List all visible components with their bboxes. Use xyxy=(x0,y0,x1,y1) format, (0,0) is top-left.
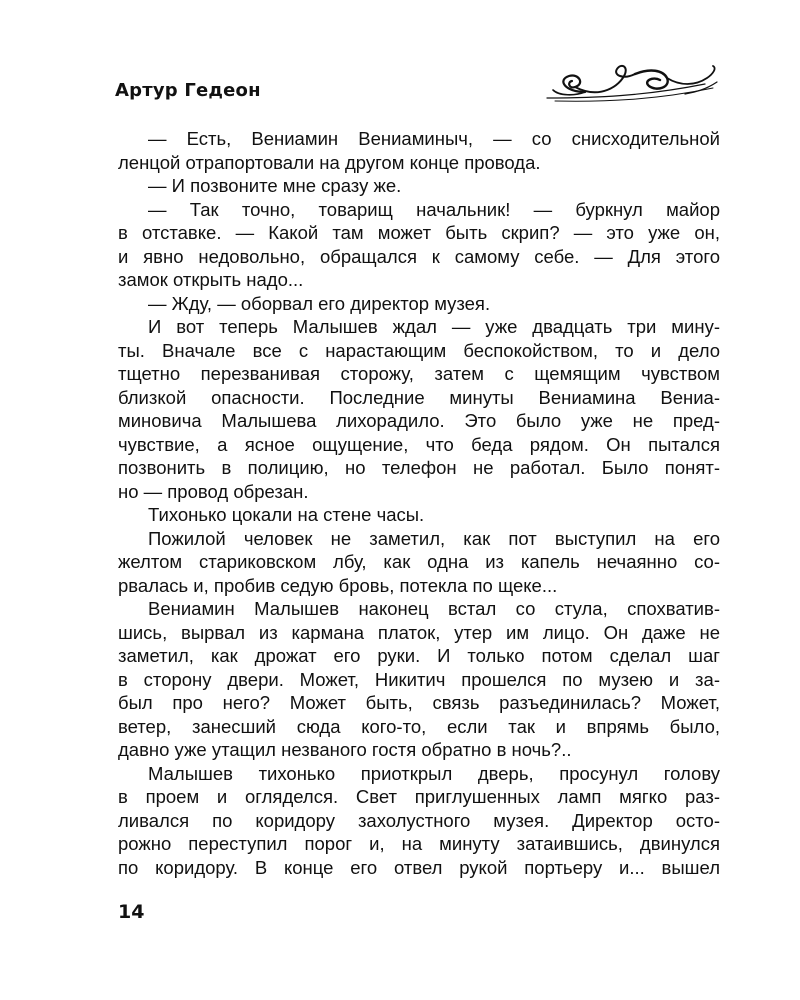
text-line: шись, вырвал из кармана платок, утер им лицо. Он даже не xyxy=(118,621,720,643)
text-line: давно уже утащил незваного гостя обратно в ночь?.. xyxy=(118,739,572,760)
text-line: замок открыть надо... xyxy=(118,269,304,290)
text-line: заметил, как дрожат его руки. И только потом сделал шаг xyxy=(118,645,720,666)
text-line: миновича Малышева лихорадило. Это было уже не пред- xyxy=(118,410,720,431)
text-line: Малышев тихонько приоткрыл дверь, просунул голову xyxy=(148,762,720,784)
text-line: был про него? Может быть, связь разъединилась? Может, xyxy=(118,692,720,713)
text-line: И вот теперь Малышев ждал — уже двадцать три мину- xyxy=(148,316,720,337)
text-line: тщетно перезванивая сторожу, затем с щемящим чувством xyxy=(118,363,720,384)
text-line: по коридору. В конце его отвел рукой портьеру и... вышел xyxy=(118,856,720,878)
text-line: рвалась и, пробив седую бровь, потекла по щеке... xyxy=(118,574,558,596)
page-number: 14 xyxy=(118,901,145,923)
text-line: и явно недовольно, обращался к самому себе. — Для этого xyxy=(118,245,720,267)
text-line: Тихонько цокали на стене часы. xyxy=(148,504,425,525)
text-line: близкой опасности. Последние минуты Вениамина Вениа- xyxy=(118,386,720,408)
text-line: — Так точно, товарищ начальник! — буркнул майор xyxy=(148,198,720,220)
text-line: ты. Вначале все с нарастающим беспокойством, то и дело xyxy=(118,339,720,361)
body-text xyxy=(118,127,720,879)
text-line: чувствие, а ясное ощущение, что беда рядом. Он пытался xyxy=(118,433,720,455)
text-line: рожно переступил порог и, на минуту затаившись, двинулся xyxy=(118,833,720,854)
text-line: в сторону двери. Может, Никитич прошелся по музею и за- xyxy=(118,668,720,690)
text-line: — И позвоните мне сразу же. xyxy=(148,175,402,196)
text-line: Вениамин Малышев наконец встал со стула, спохватив- xyxy=(148,598,720,619)
text-line: в отставке. — Какой там может быть скрип? — это уже он, xyxy=(118,222,720,243)
text-line: позвонить в полицию, но телефон не работал. Было понят- xyxy=(118,457,720,478)
text-line: — Есть, Вениамин Вениаминыч, — со снисходительной xyxy=(148,128,720,149)
decorative-swirl-flourish-icon xyxy=(545,60,720,110)
text-line: ветер, занесший сюда кого-то, если так и впрямь было, xyxy=(118,715,720,737)
text-line: ленцой отрапортовали на другом конце провода. xyxy=(118,151,541,173)
text-line: Пожилой человек не заметил, как пот выступил на его xyxy=(148,527,720,549)
text-line: но — провод обрезан. xyxy=(118,480,309,502)
running-header-author: Артур Гедеон xyxy=(115,80,261,101)
text-line: — Жду, — оборвал его директор музея. xyxy=(148,292,491,314)
text-line: в проем и огляделся. Свет приглушенных ламп мягко раз- xyxy=(118,786,720,807)
text-line: желтом стариковском лбу, как одна из капель нечаянно со- xyxy=(118,551,720,572)
text-line: ливался по коридору захолустного музея. Директор осто- xyxy=(118,809,720,831)
